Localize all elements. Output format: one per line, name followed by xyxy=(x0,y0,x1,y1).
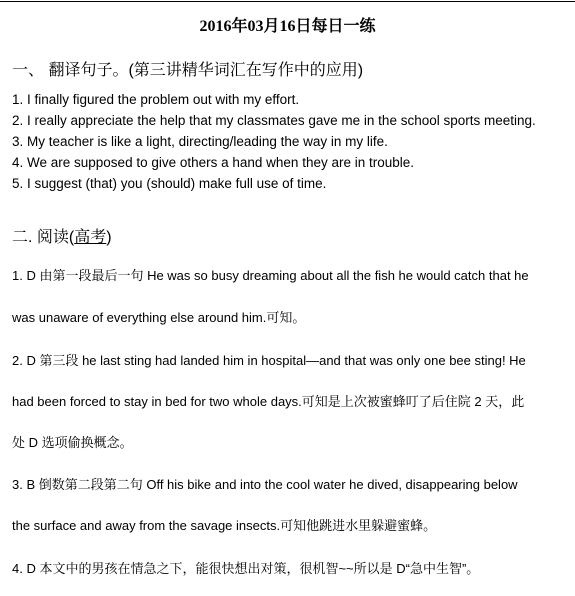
translation-item: 5. I suggest (that) you (should) make full use of time. xyxy=(12,176,327,191)
section2-heading xyxy=(12,224,112,247)
translation-item: 3. My teacher is like a light, directing/leading the way in my life. xyxy=(12,134,388,149)
translation-list xyxy=(12,89,536,194)
section2-heading-link: 高考 xyxy=(74,229,107,246)
page-title: 2016年03月16日每日一练 xyxy=(199,18,376,35)
section2-heading-prefix: 二. 阅读( xyxy=(12,229,75,246)
answer-line: 2. D 第三段 he last sting had landed him in hospital—and that was only one bee sting! He xyxy=(12,353,526,368)
answer-line: 处 D 选项偷换概念。 xyxy=(12,435,133,450)
answer-line: 4. D 本文中的男孩在情急之下，能很快想出对策，很机智~~所以是 D“急中生智”。 xyxy=(12,561,480,576)
answer-line: was unaware of everything else around him.可知。 xyxy=(12,310,306,325)
section1-heading: 一、 翻译句子。(第三讲精华词汇在写作中的应用) xyxy=(12,62,364,79)
translation-item: 2. I really appreciate the help that my classmates gave me in the school sports meeting. xyxy=(12,113,536,128)
translation-item: 1. I finally figured the problem out with my effort. xyxy=(12,92,300,107)
section2-heading-suffix: ) xyxy=(106,229,112,246)
answer-line: the surface and away from the savage insects.可知他跳进水里躲避蜜蜂。 xyxy=(12,518,437,533)
top-rule xyxy=(0,1,575,2)
translation-item: 4. We are supposed to give others a hand when they are in trouble. xyxy=(12,155,415,170)
answer-line: 3. B 倒数第二段第二句 Off his bike and into the cool water he dived, disappearing below xyxy=(12,477,518,492)
answer-line: had been forced to stay in bed for two whole days.可知是上次被蜜蜂叮了后住院 2 天，此 xyxy=(12,394,525,409)
answer-line: 1. D 由第一段最后一句 He was so busy dreaming about all the fish he would catch that he xyxy=(12,268,529,283)
